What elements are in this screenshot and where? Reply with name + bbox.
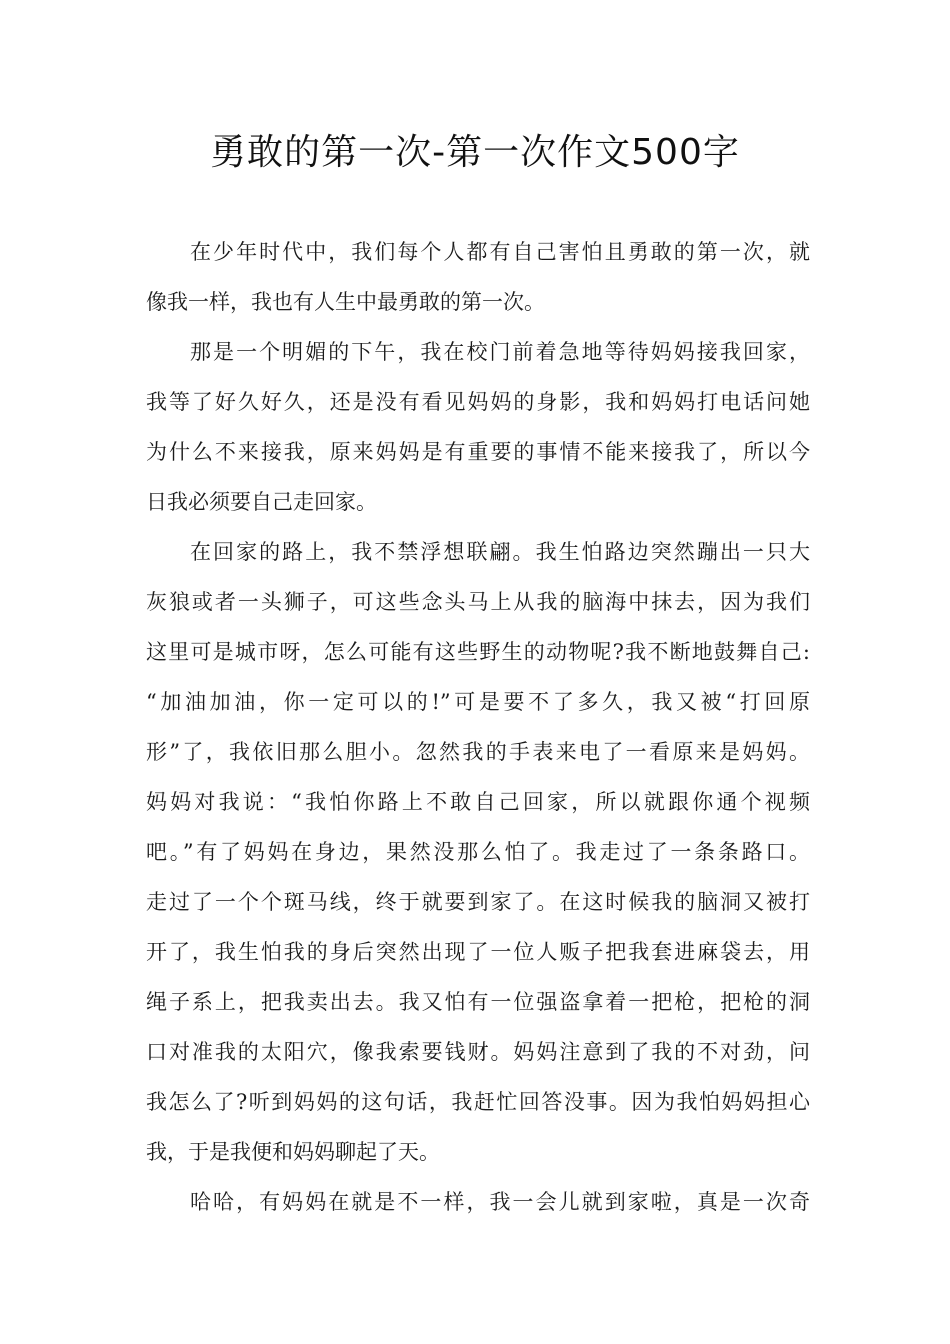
paragraph-line: 口对准我的太阳穴，像我索要钱财。妈妈注意到了我的不对劲，问 [146,1040,810,1064]
paragraph-line: 妈妈对我说：“我怕你路上不敢自己回家，所以就跟你通个视频 [146,790,810,814]
paragraph-line: 哈哈，有妈妈在就是不一样，我一会儿就到家啦，真是一次奇 [190,1190,810,1214]
document-title: 勇敢的第一次-第一次作文500字 [210,132,740,173]
paragraph-line: 像我一样，我也有人生中最勇敢的第一次。 [146,290,545,314]
paragraph-line: 我等了好久好久，还是没有看见妈妈的身影，我和妈妈打电话问她 [146,390,810,414]
paragraph-line: 日我必须要自己走回家。 [146,490,377,514]
paragraph-line: 绳子系上，把我卖出去。我又怕有一位强盗拿着一把枪，把枪的洞 [146,990,810,1014]
paragraph-line: 我，于是我便和妈妈聊起了天。 [146,1140,440,1164]
paragraph-line: 灰狼或者一头狮子，可这些念头马上从我的脑海中抹去，因为我们 [146,590,810,614]
paragraph-line: 为什么不来接我，原来妈妈是有重要的事情不能来接我了，所以今 [146,440,810,464]
paragraph-line: 走过了一个个斑马线，终于就要到家了。在这时候我的脑洞又被打 [146,890,810,914]
paragraph-line: 我怎么了?听到妈妈的这句话，我赶忙回答没事。因为我怕妈妈担心 [146,1090,810,1114]
paragraph-line: 这里可是城市呀，怎么可能有这些野生的动物呢?我不断地鼓舞自己: [146,640,810,664]
paragraph-line: 开了，我生怕我的身后突然出现了一位人贩子把我套进麻袋去，用 [146,940,810,964]
paragraph-line: “加油加油，你一定可以的!”可是要不了多久，我又被“打回原 [146,690,810,714]
paragraph-line: 在少年时代中，我们每个人都有自己害怕且勇敢的第一次，就 [190,240,810,264]
paragraph-line: 在回家的路上，我不禁浮想联翩。我生怕路边突然蹦出一只大 [190,540,810,564]
paragraph-line: 那是一个明媚的下午，我在校门前着急地等待妈妈接我回家， [190,340,810,364]
document-body [146,227,810,1227]
paragraph-line: 吧。”有了妈妈在身边，果然没那么怕了。我走过了一条条路口。 [146,840,810,864]
paragraph-line: 形”了，我依旧那么胆小。忽然我的手表来电了一看原来是妈妈。 [146,740,810,764]
